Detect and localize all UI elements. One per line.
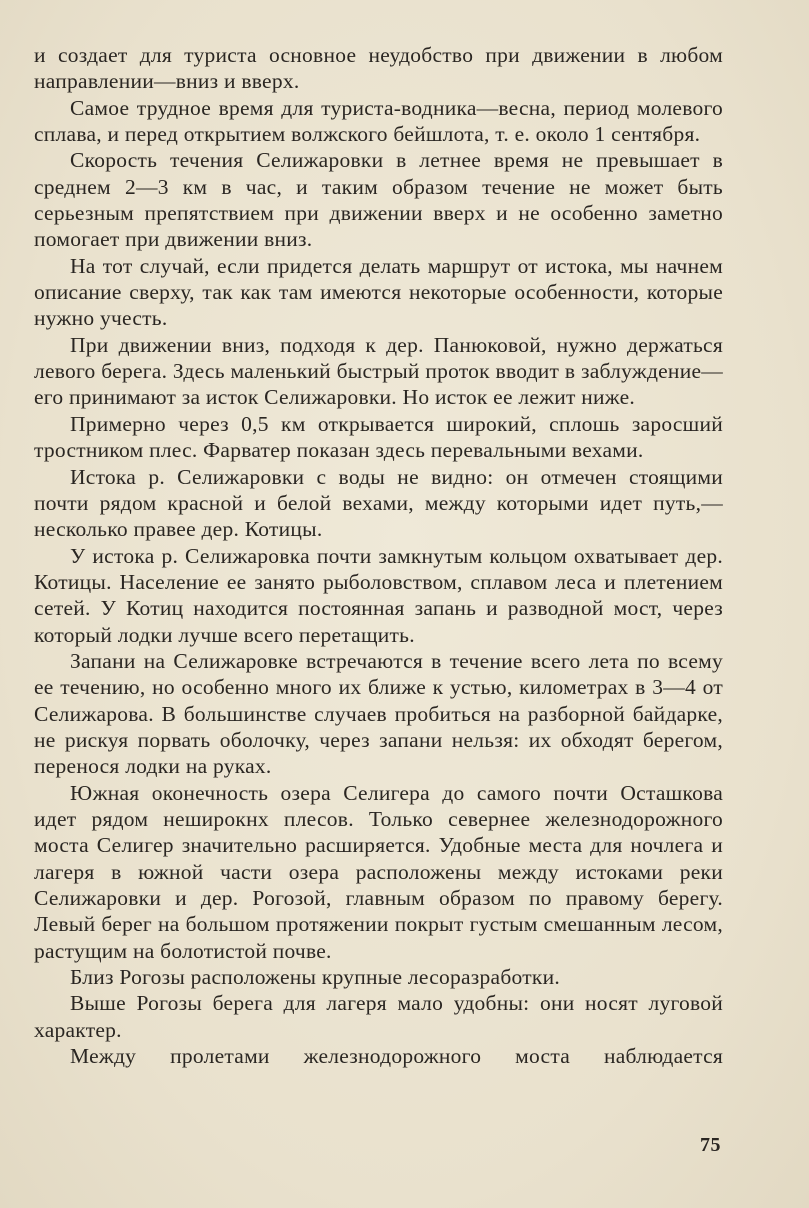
paragraph: На тот случай, если придется делать маршрут от истока, мы начнем описание сверху, так как там имеются некоторые особенности, которые нужно учесть. — [34, 253, 723, 331]
paragraph: При движении вниз, подходя к дер. Панюковой, нужно держаться левого берега. Здесь маленький быстрый проток вводит в заблуждение—его принимают за исток Селижаровки. Но исток ее лежит ниже. — [34, 332, 723, 410]
body-text — [34, 42, 723, 1069]
paragraph: Истока р. Селижаровки с воды не видно: он отмечен стоящими почти рядом красной и белой вехами, между которыми идет путь,—несколько правее дер. Котицы. — [34, 464, 723, 542]
paragraph: У истока р. Селижаровка почти замкнутым кольцом охватывает дер. Котицы. Население ее занято рыболовством, сплавом леса и плетением сетей. У Котиц находится постоянная запань и разводной мост, через который лодки лучше всего перетащить. — [34, 543, 723, 647]
paragraph: Близ Рогозы расположены крупные лесоразработки. — [70, 965, 560, 990]
paragraph: и создает для туриста основное неудобство при движении в любом направлении—вниз и вверх. — [34, 43, 723, 94]
paragraph: Самое трудное время для туриста-водника—весна, период молевого сплава, и перед открытием волжского бейшлота, т. е. около 1 сентября. — [34, 95, 723, 147]
paragraph: Между пролетами железнодорожного моста наблюдается — [70, 1044, 723, 1069]
paragraph: Примерно через 0,5 км открывается широкий, сплошь заросший тростником плес. Фарватер показан здесь перевальными вехами. — [34, 411, 723, 463]
paragraph: Южная оконечность озера Селигера до самого почти Осташкова идет рядом неширокнх плесов. Только севернее железнодорожного моста Селигер значительно расширяется. Удобные места для ночлега и лагеря в южной части озера расположены между истоками реки Селижаровки и дер. Рогозой, главным образом по правому берегу. Левый берег на большом протяжении покрыт густым смешанным лесом, растущим на болотистой почве. — [34, 780, 723, 963]
paragraph: Скорость течения Селижаровки в летнее время не превышает в среднем 2—3 км в час, и таким образом течение не может быть серьезным препятствием при движении вверх и не особенно заметно помогает при движении вниз. — [34, 148, 723, 252]
page-number: 75 — [700, 1134, 721, 1156]
paragraph: Запани на Селижаровке встречаются в течение всего лета по всему ее течению, но особенно много их ближе к устью, километрах в 3—4 от Селижарова. В большинстве случаев пробиться на разборной байдарке, не рискуя порвать оболочку, через запани нельзя: их обходят берегом, перенося лодки на руках. — [34, 648, 723, 779]
paragraph: Выше Рогозы берега для лагеря мало удобны: они носят луговой характер. — [34, 991, 723, 1042]
